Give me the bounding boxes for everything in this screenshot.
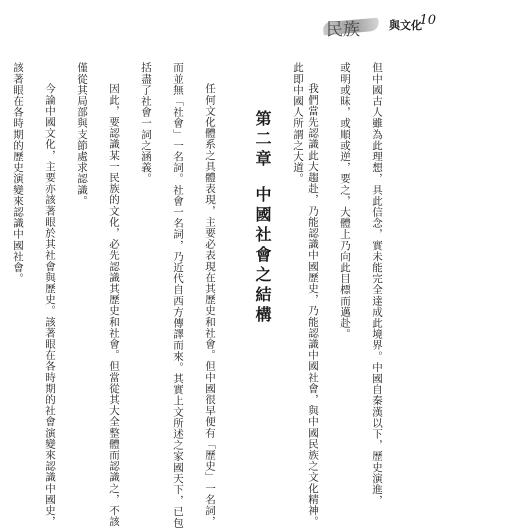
text-column: 因此，要認識某一民族的文化，必先認識其歷史和社會。但當從其大全整體而認識之，不該 bbox=[108, 83, 120, 527]
vertical-text-body bbox=[12, 62, 384, 528]
logo-text: 民族 bbox=[326, 20, 360, 40]
text-column: 此即中國人所謂之大道。 bbox=[292, 62, 304, 185]
chapter-title: 中國社會之結構 bbox=[253, 186, 272, 326]
text-column: 該著眼在各時期的歷史演變來認識中國社會。 bbox=[12, 62, 24, 284]
text-column: 而並無「社會」一名詞。社會一名詞，乃近代自西方傳譯而來。其實上文所述之家國天下，已包 bbox=[172, 62, 184, 528]
text-column: 或明或昧，或順或逆，要之，大體上乃向此目標而邁赴。 bbox=[339, 62, 351, 340]
text-column: 今論中國文化，主要亦該著眼於其社會與歷史。該著眼在各時期的社會演變來認識中國史， bbox=[44, 83, 56, 527]
chapter-number: 第二章 bbox=[253, 110, 272, 170]
text-column: 括盡了社會一詞之涵義。 bbox=[140, 62, 152, 185]
page-number: 10 bbox=[419, 13, 436, 28]
text-column: 任何文化體系之具體表現，主要必表現在其歷史和社會。但中國很早便有「歷史」一名詞， bbox=[204, 83, 216, 527]
chapter-heading bbox=[250, 62, 274, 482]
text-column: 我們當先認識此大趨赴，乃能認識中國歷史，乃能認識中國社會，與中國民族之文化精神。 bbox=[307, 83, 319, 527]
text-column: 但中國古人雖為此理想，具此信念，實未能完全達成此境界。中國自秦漢以下，歷史演進， bbox=[371, 62, 383, 506]
text-column: 僅從其局部與支節處求認識。 bbox=[76, 62, 88, 207]
book-title: 與文化 bbox=[389, 19, 422, 32]
book-logo bbox=[323, 14, 383, 40]
running-header bbox=[323, 14, 422, 40]
